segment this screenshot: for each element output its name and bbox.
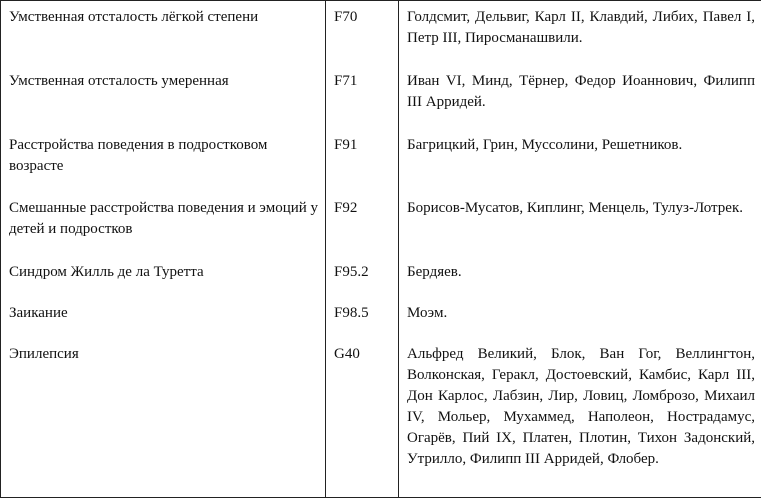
table-row <box>1 192 761 256</box>
disorder-cell: Умственная отсталость лёгкой степени <box>1 1 326 66</box>
table-row <box>1 1 761 66</box>
persons-cell: Иван VI, Минд, Тёрнер, Федор Иоаннович, Филипп III Арридей. <box>399 65 761 129</box>
disorder-cell: Расстройства поведения в подростковом возрасте <box>1 129 326 192</box>
icd-code-cell: F98.5 <box>326 297 399 338</box>
disorder-cell: Эпилепсия <box>1 338 326 498</box>
disorder-cell: Умственная отсталость умеренная <box>1 65 326 129</box>
table-row <box>1 65 761 129</box>
persons-cell: Голдсмит, Дельвиг, Карл II, Клавдий, Либих, Павел I, Петр III, Пиросманашвили. <box>399 1 761 66</box>
persons-cell: Борисов-Мусатов, Киплинг, Менцель, Тулуз-Лотрек. <box>399 192 761 256</box>
icd-code-cell: F91 <box>326 129 399 192</box>
persons-cell: Альфред Великий, Блок, Ван Гог, Веллингтон, Волконская, Геракл, Достоевский, Камбис, Карл III, Дон Карлос, Лабзин, Лир, Ловиц, Ломброзо, Михаил IV, Мольер, Мухаммед, Наполеон, Нострадамус, Огарёв, Пий IX, Платен, Плотин, Тихон Задонский, Утрилло, Филипп III Арридей, Флобер. <box>399 338 761 498</box>
icd-code-cell: F70 <box>326 1 399 66</box>
persons-cell: Моэм. <box>399 297 761 338</box>
table-row <box>1 129 761 192</box>
persons-cell: Багрицкий, Грин, Муссолини, Решетников. <box>399 129 761 192</box>
icd-code-cell: F92 <box>326 192 399 256</box>
table-row <box>1 297 761 338</box>
table-row <box>1 256 761 297</box>
disorder-cell: Заикание <box>1 297 326 338</box>
persons-cell: Бердяев. <box>399 256 761 297</box>
disorder-cell: Смешанные расстройства поведения и эмоций у детей и подростков <box>1 192 326 256</box>
disorder-cell: Синдром Жилль де ла Туретта <box>1 256 326 297</box>
icd-code-cell: F71 <box>326 65 399 129</box>
table-row <box>1 338 761 498</box>
icd-code-cell: G40 <box>326 338 399 498</box>
icd-code-cell: F95.2 <box>326 256 399 297</box>
